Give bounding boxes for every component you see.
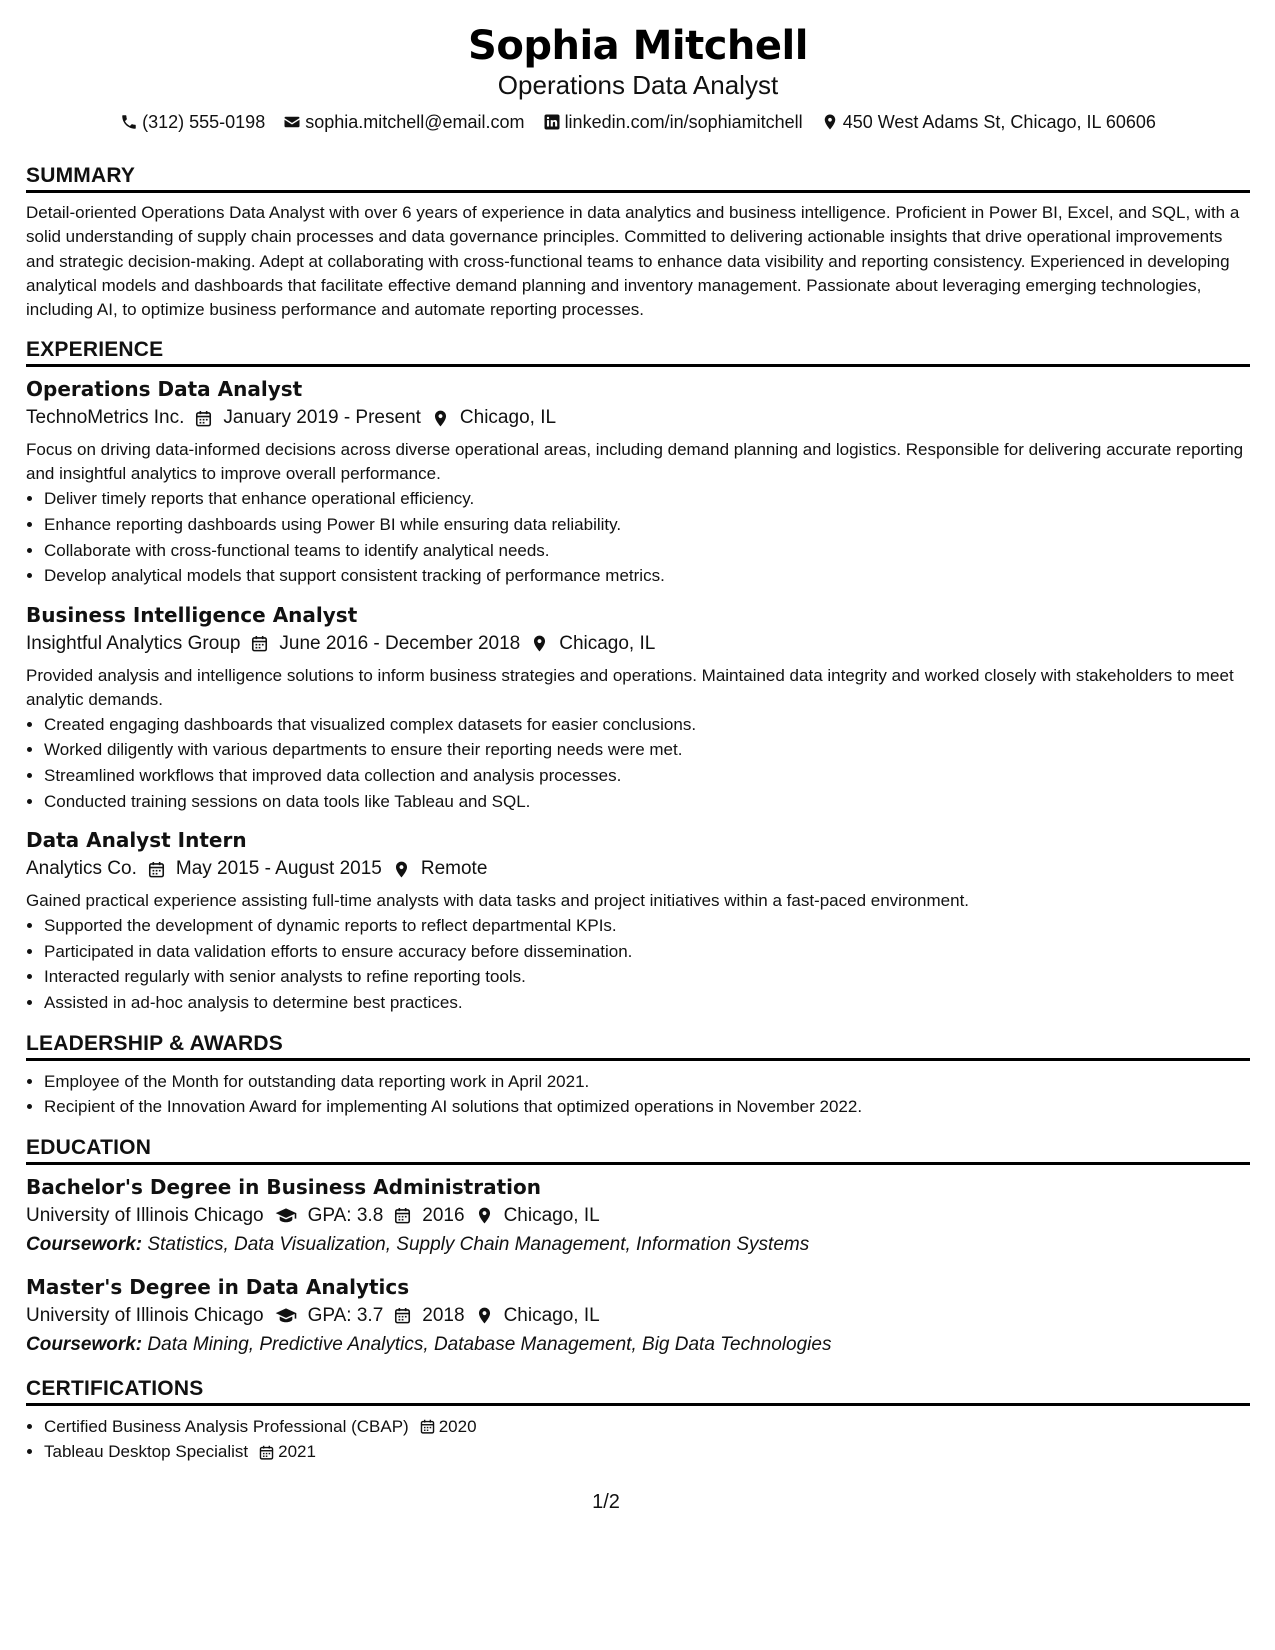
job-location: Remote	[420, 858, 488, 880]
list-item	[44, 1414, 1250, 1440]
job-bullets	[26, 712, 1250, 814]
coursework	[26, 1331, 1250, 1359]
awards-section	[26, 1030, 1250, 1120]
job-description: Gained practical experience assisting full-time analysts with data tasks and project initiatives within a fast-paced environment.	[26, 891, 970, 911]
list-item: • Develop analytical models that support consistent tracking of performance metrics.	[44, 563, 1250, 589]
contact-address-text: 450 West Adams St, Chicago, IL 60606	[842, 112, 1156, 132]
calendar-icon	[393, 1306, 412, 1325]
list-item: • Worked diligently with various departments to ensure their reporting needs were met.	[44, 737, 1250, 763]
list-item	[44, 1439, 1250, 1465]
contact-email[interactable]	[283, 110, 524, 134]
awards-list	[26, 1069, 1250, 1120]
certifications-list	[26, 1414, 1250, 1465]
coursework-list: Statistics, Data Visualization, Supply Chain Management, Information Systems	[147, 1233, 810, 1255]
job-company: Analytics Co.	[26, 858, 137, 880]
job-dates: May 2015 - August 2015	[175, 858, 382, 880]
job-description: Provided analysis and intelligence solutions to inform business strategies and operations. Maintained data integrity and worked closely with stakeholders to meet analytic demands.	[26, 665, 1234, 709]
job-meta	[26, 630, 1250, 658]
calendar-icon	[419, 1418, 436, 1435]
graduation-cap-icon	[274, 1306, 298, 1325]
school-location: Chicago, IL	[503, 1304, 600, 1326]
map-pin-icon	[431, 409, 450, 428]
school-location: Chicago, IL	[503, 1204, 600, 1226]
job-entry	[26, 601, 1250, 814]
job-description: Focus on driving data-informed decisions across diverse operational areas, including demand planning and logistics. Responsible for delivering accurate reporting and insightful analytics to improve overall performance.	[26, 440, 1244, 484]
experience-section	[26, 336, 1250, 1015]
resume-page	[26, 20, 1250, 1465]
job-title: Business Intelligence Analyst	[26, 602, 358, 627]
contact-linkedin-text: linkedin.com/in/sophiamitchell	[564, 112, 803, 132]
list-item: • Created engaging dashboards that visualized complex datasets for easier conclusions.	[44, 712, 1250, 738]
job-company: TechnoMetrics Inc.	[26, 407, 185, 429]
contact-email-text: sophia.mitchell@email.com	[305, 112, 525, 132]
list-item: • Supported the development of dynamic reports to reflect departmental KPIs.	[44, 913, 1250, 939]
cert-name: • Tableau Desktop Specialist	[44, 1442, 249, 1462]
school-name: University of Illinois Chicago	[26, 1304, 264, 1326]
contact-address	[821, 110, 1156, 134]
map-pin-icon	[821, 113, 839, 131]
job-entry	[26, 375, 1250, 588]
job-dates: June 2016 - December 2018	[279, 632, 521, 654]
cert-year: 2020	[438, 1416, 477, 1436]
experience-heading: EXPERIENCE	[26, 336, 1250, 367]
education-section	[26, 1134, 1250, 1359]
calendar-icon	[250, 634, 269, 653]
contact-phone[interactable]	[120, 110, 265, 134]
calendar-icon	[393, 1206, 412, 1225]
resume-header	[26, 20, 1250, 134]
education-entry	[26, 1273, 1250, 1359]
candidate-role: Operations Data Analyst	[497, 70, 779, 100]
calendar-icon	[147, 860, 166, 879]
list-item: • Conducted training sessions on data tools like Tableau and SQL.	[44, 789, 1250, 815]
graduation-year: 2018	[422, 1304, 465, 1326]
summary-text: Detail-oriented Operations Data Analyst with over 6 years of experience in data analytics and business intelligence. Proficient in Power BI, Excel, and SQL, with a solid understanding of supply chain processes and data governance principles. Committed to delivering actionable insights that drive operational improvements and strategic decision-making. Adept at collaborating with cross-functional teams to enhance data visibility and reporting consistency. Experienced in developing analytical models and dashboards that facilitate effective demand planning and inventory management. Passionate about leveraging emerging technologies, including AI, to optimize business performance and automate reporting processes.	[26, 203, 1240, 320]
education-meta	[26, 1302, 1250, 1330]
calendar-icon	[258, 1444, 275, 1461]
cert-year: 2021	[278, 1442, 316, 1462]
coursework-label: Coursework:	[26, 1333, 143, 1355]
school-name: University of Illinois Chicago	[26, 1204, 264, 1226]
list-item: • Assisted in ad-hoc analysis to determine best practices.	[44, 990, 1250, 1016]
contact-linkedin[interactable]	[543, 110, 803, 134]
awards-heading: LEADERSHIP & AWARDS	[26, 1030, 1250, 1061]
list-item: • Employee of the Month for outstanding data reporting work in April 2021.	[44, 1069, 1250, 1095]
candidate-name: Sophia Mitchell	[468, 23, 808, 69]
job-title: Data Analyst Intern	[26, 828, 247, 853]
gpa: GPA: 3.7	[307, 1304, 384, 1326]
gpa: GPA: 3.8	[307, 1204, 384, 1226]
linkedin-icon	[543, 113, 561, 131]
contact-phone-text: (312) 555-0198	[142, 112, 266, 132]
job-title: Operations Data Analyst	[26, 377, 303, 402]
list-item: • Streamlined workflows that improved data collection and analysis processes.	[44, 763, 1250, 789]
coursework	[26, 1231, 1250, 1259]
map-pin-icon	[530, 634, 549, 653]
job-location: Chicago, IL	[559, 632, 656, 654]
calendar-icon	[194, 409, 213, 428]
contact-bar	[26, 110, 1250, 134]
certifications-heading: CERTIFICATIONS	[26, 1375, 1250, 1406]
job-location: Chicago, IL	[459, 407, 557, 429]
summary-heading: SUMMARY	[26, 162, 1250, 193]
list-item: • Enhance reporting dashboards using Power BI while ensuring data reliability.	[44, 512, 1250, 538]
cert-name: • Certified Business Analysis Professional (CBAP)	[44, 1416, 409, 1436]
job-meta	[26, 404, 1250, 432]
degree-title: Master's Degree in Data Analytics	[26, 1274, 410, 1299]
map-pin-icon	[475, 1306, 494, 1325]
job-meta	[26, 855, 1250, 883]
job-company: Insightful Analytics Group	[26, 632, 241, 654]
education-heading: EDUCATION	[26, 1134, 1250, 1165]
list-item: • Interacted regularly with senior analysts to refine reporting tools.	[44, 964, 1250, 990]
coursework-label: Coursework:	[26, 1233, 143, 1255]
job-bullets	[26, 486, 1250, 588]
list-item: • Participated in data validation efforts to ensure accuracy before dissemination.	[44, 939, 1250, 965]
page-number: 1/2	[592, 1491, 620, 1513]
graduation-year: 2016	[422, 1204, 465, 1226]
map-pin-icon	[392, 860, 411, 879]
summary-section	[26, 162, 1250, 322]
job-dates: January 2019 - Present	[223, 407, 421, 429]
job-bullets	[26, 913, 1250, 1015]
education-entry	[26, 1173, 1250, 1259]
certifications-section	[26, 1375, 1250, 1465]
phone-icon	[120, 113, 138, 131]
job-entry	[26, 826, 1250, 1015]
map-pin-icon	[475, 1206, 494, 1225]
graduation-cap-icon	[274, 1206, 298, 1225]
degree-title: Bachelor's Degree in Business Administration	[26, 1174, 541, 1199]
list-item: • Recipient of the Innovation Award for implementing AI solutions that optimized operations in November 2022.	[44, 1094, 1250, 1120]
education-meta	[26, 1202, 1250, 1230]
coursework-list: Data Mining, Predictive Analytics, Database Management, Big Data Technologies	[147, 1333, 832, 1355]
envelope-icon	[283, 113, 301, 131]
list-item: • Deliver timely reports that enhance operational efficiency.	[44, 486, 1250, 512]
list-item: • Collaborate with cross-functional teams to identify analytical needs.	[44, 538, 1250, 564]
